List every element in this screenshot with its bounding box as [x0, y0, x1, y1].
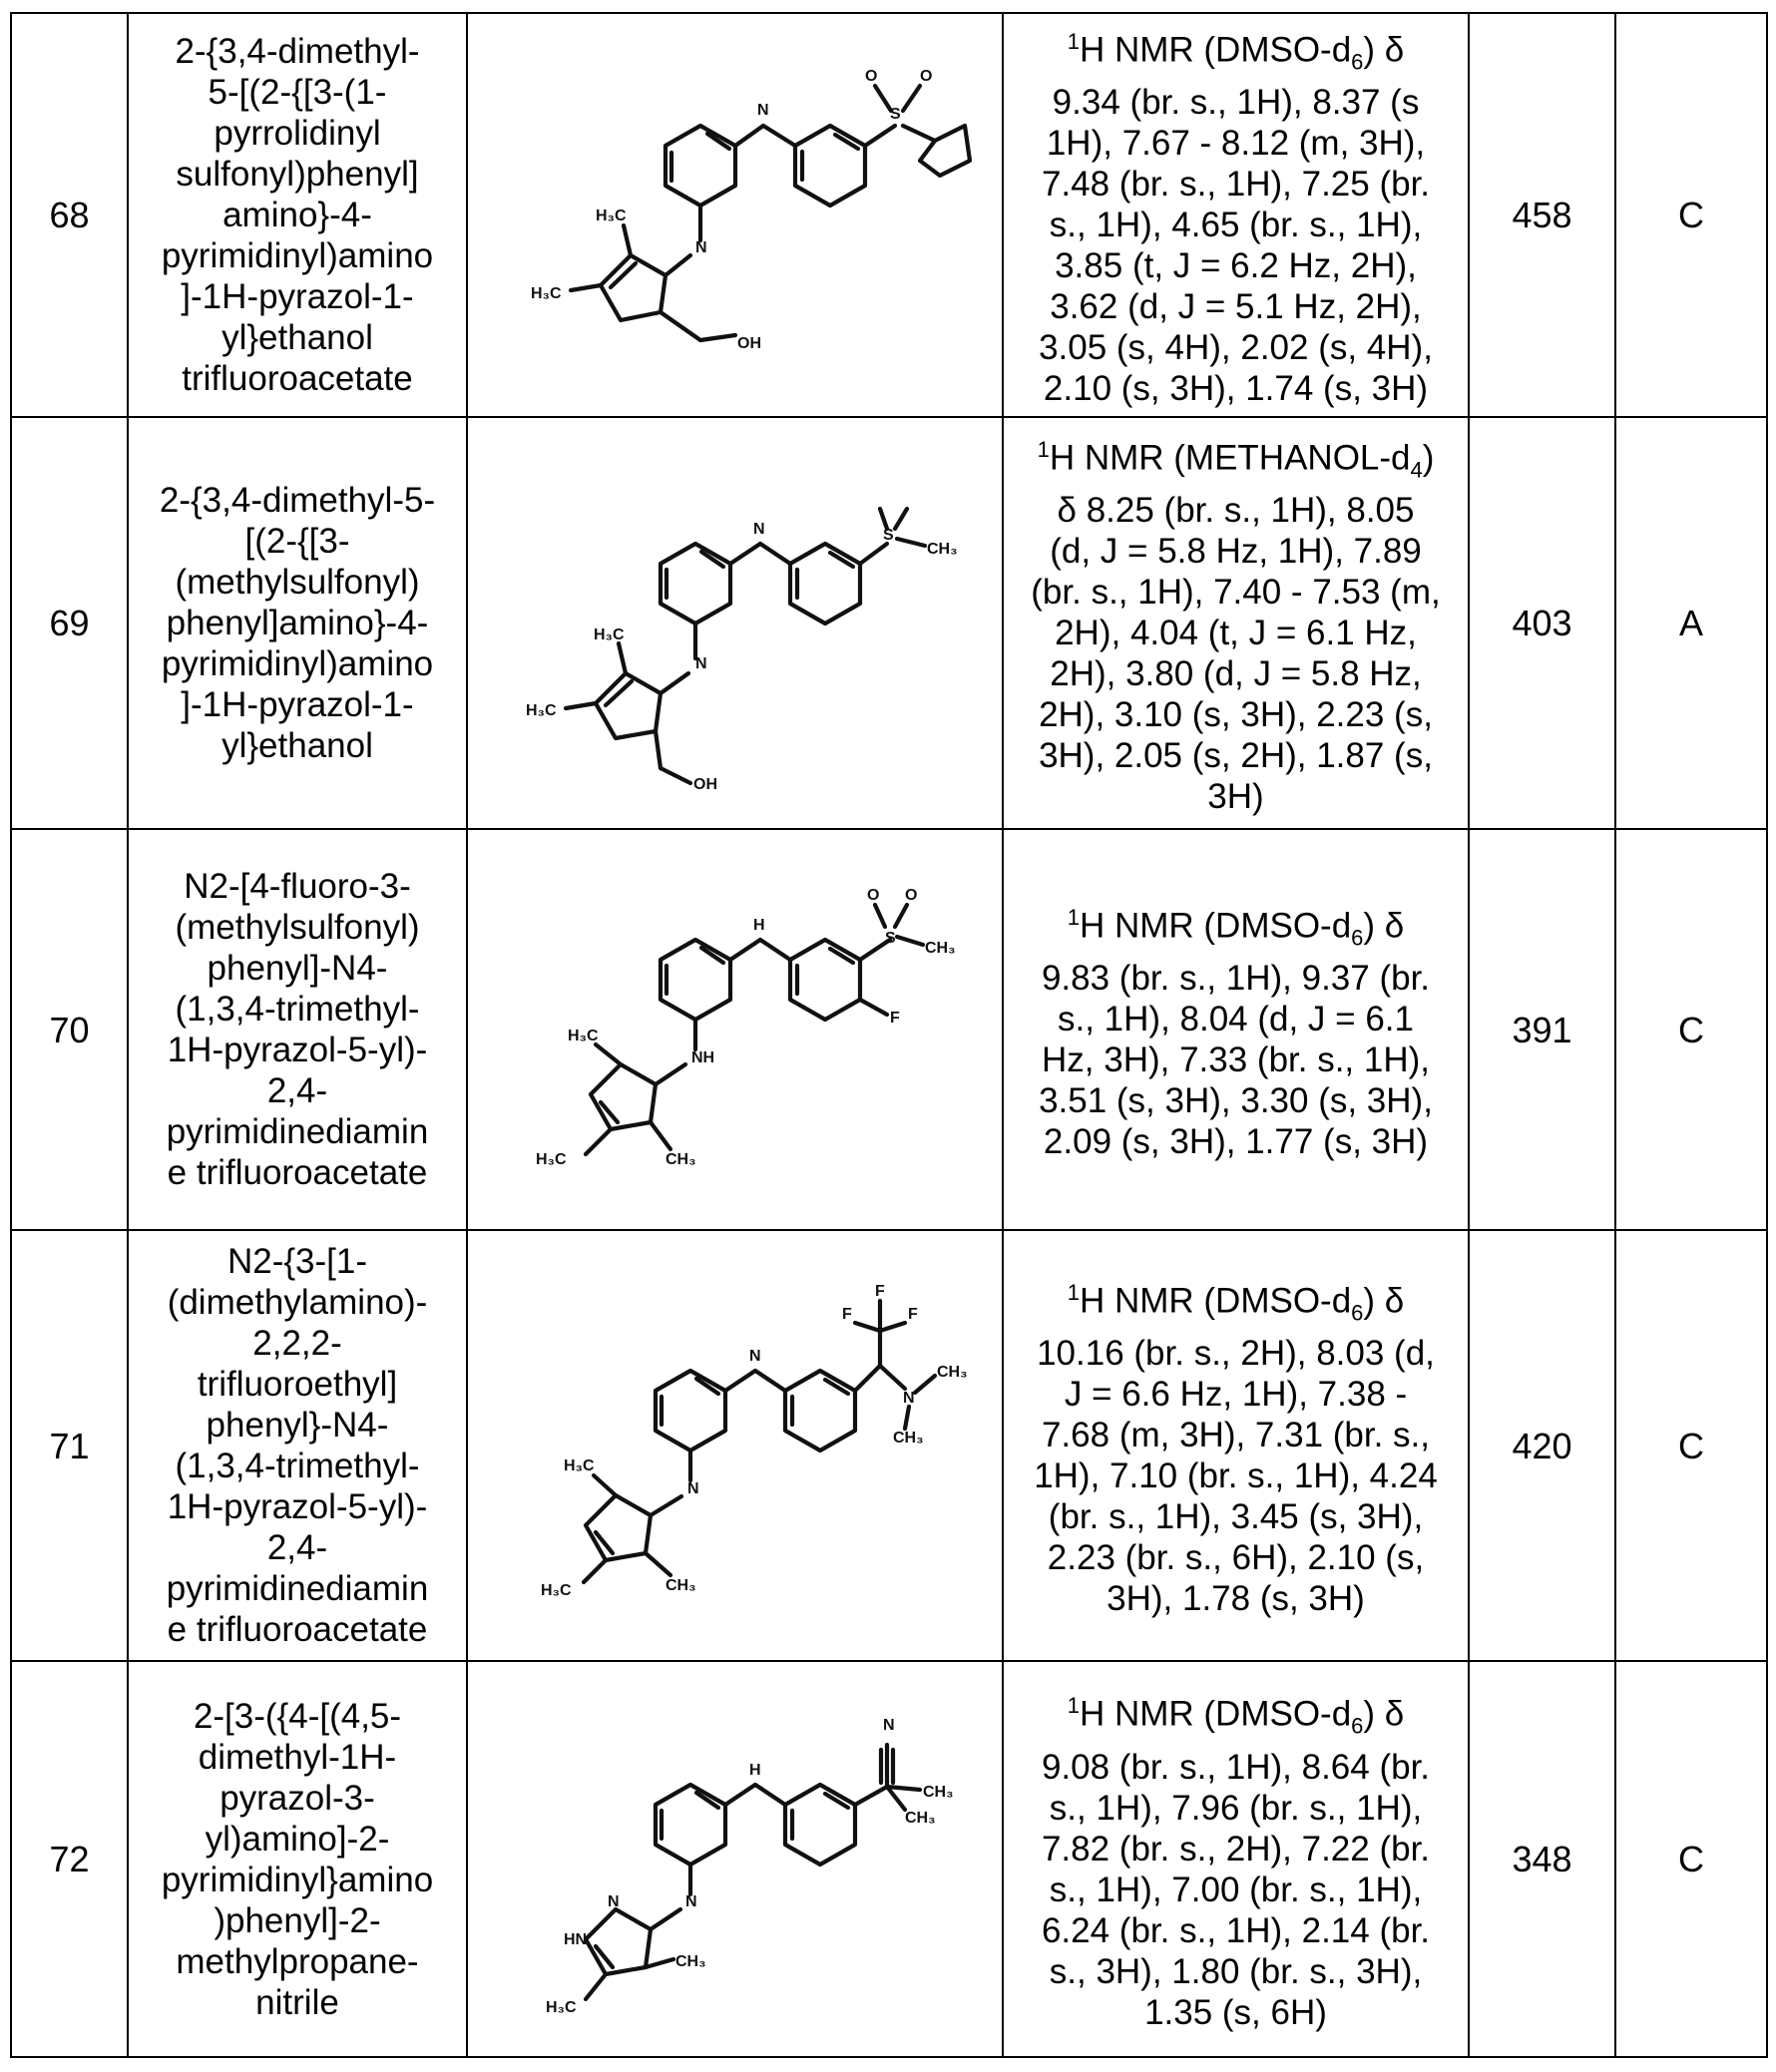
compound-number: 69 [11, 417, 128, 829]
svg-text:HN: HN [564, 1931, 587, 1948]
nmr-data: 1H NMR (METHANOL-d4) δ 8.25 (br. s., 1H), 8.05 (d, J = 5.8 Hz, 1H), 7.89 (br. s., 1H), 7.40 - 7.53 (m, 2H), 4.04 (t, J = 6.1 Hz, 2H), 3.80 (d, J = 5.8 Hz, 2H), 3.10 (s, 3H), 2.23 (s, 3H), 2.05 (s, 2H), 1.87 (s, 3H) [1003, 417, 1469, 829]
mass-value: 458 [1469, 13, 1615, 417]
compound-name: N2-[4-fluoro-3- (methylsulfonyl) phenyl]-N4- (1,3,4-trimethyl- 1H-pyrazol-5-yl)- 2,4- pyrimidinediamin e trifluoroacetate [128, 829, 467, 1230]
svg-text:O: O [867, 887, 879, 904]
svg-text:H₃C: H₃C [541, 1582, 572, 1599]
svg-text:H₃C: H₃C [564, 1457, 595, 1474]
svg-text:H₃C: H₃C [531, 285, 562, 302]
svg-text:N: N [883, 1717, 895, 1734]
compound-number: 71 [11, 1230, 128, 1661]
svg-text:CH₃: CH₃ [937, 1364, 968, 1381]
svg-text:N: N [903, 1390, 915, 1407]
nmr-data: 1H NMR (DMSO-d6) δ 10.16 (br. s., 2H), 8.03 (d, J = 6.6 Hz, 1H), 7.38 - 7.68 (m, 3H), 7.31 (br. s., 1H), 7.10 (br. s., 1H), 4.24 (br. s., 1H), 3.45 (s, 3H), 2.23 (br. s., 6H), 2.10 (s, 3H), 1.78 (s, 3H) [1003, 1230, 1469, 1661]
svg-text:H₃C: H₃C [594, 626, 625, 643]
svg-text:CH₃: CH₃ [666, 1577, 696, 1594]
svg-text:CH₃: CH₃ [905, 1810, 936, 1827]
svg-text:CH₃: CH₃ [925, 940, 956, 957]
nmr-data: 1H NMR (DMSO-d6) δ 9.34 (br. s., 1H), 8.37 (s 1H), 7.67 - 8.12 (m, 3H), 7.48 (br. s., 1H), 7.25 (br. s., 1H), 4.65 (br. s., 1H), 3.85 (t, J = 6.2 Hz, 2H), 3.62 (d, J = 5.1 Hz, 2H), 3.05 (s, 4H), 2.02 (s, 4H), 2.10 (s, 3H), 1.74 (s, 3H) [1003, 13, 1469, 417]
activity-value: C [1615, 13, 1767, 417]
svg-text:H: H [753, 917, 765, 934]
compound-name: N2-{3-[1- (dimethylamino)- 2,2,2- trifluoroethyl] phenyl}-N4- (1,3,4-trimethyl- 1H-pyrazol-5-yl)- 2,4- pyrimidinediamin e trifluoroacetate [128, 1230, 467, 1661]
svg-text:S: S [883, 527, 894, 544]
svg-text:O: O [920, 68, 932, 85]
svg-text:N: N [685, 1893, 697, 1910]
svg-text:F: F [875, 1283, 885, 1300]
svg-text:H₃C: H₃C [596, 207, 627, 224]
svg-text:N: N [695, 655, 707, 672]
mass-value: 403 [1469, 417, 1615, 829]
structure-image [496, 1271, 975, 1620]
svg-text:CH₃: CH₃ [666, 1151, 696, 1168]
svg-text:H₃C: H₃C [526, 702, 557, 719]
compound-name: 2-{3,4-dimethyl- 5-[(2-{[3-(1- pyrrolidinyl sulfonyl)phenyl] amino}-4- pyrimidinyl)amino ]-1H-pyrazol-1- yl}ethanol trifluoroacetate [128, 13, 467, 417]
structure-image [496, 865, 975, 1194]
nmr-data: 1H NMR (DMSO-d6) δ 9.08 (br. s., 1H), 8.64 (br. s., 1H), 7.96 (br. s., 1H), 7.82 (br. s., 2H), 7.22 (br. s., 1H), 7.00 (br. s., 1H), 6.24 (br. s., 1H), 2.14 (br. s., 3H), 1.80 (br. s., 3H), 1.35 (s, 6H) [1003, 1661, 1469, 2057]
table-row [11, 1661, 1767, 2057]
svg-text:CH₃: CH₃ [923, 1784, 954, 1801]
activity-value: C [1615, 1661, 1767, 2057]
structure-image [496, 1695, 975, 2024]
compound-name: 2-{3,4-dimethyl-5- [(2-{[3- (methylsulfonyl) phenyl]amino}-4- pyrimidinyl)amino ]-1H-pyrazol-1- yl}ethanol [128, 417, 467, 829]
svg-text:N: N [757, 102, 769, 119]
compound-name: 2-[3-({4-[(4,5- dimethyl-1H- pyrazol-3- yl)amino]-2- pyrimidinyl}amino )phenyl]-2- methylpropane- nitrile [128, 1661, 467, 2057]
compound-table [10, 12, 1768, 2058]
table-row [11, 829, 1767, 1230]
activity-value: A [1615, 417, 1767, 829]
table-row [11, 13, 1767, 417]
activity-value: C [1615, 829, 1767, 1230]
structure-cell [467, 13, 1003, 417]
svg-text:N: N [753, 521, 765, 538]
structure-image [496, 51, 975, 380]
structure-cell [467, 1661, 1003, 2057]
structure-image [496, 454, 975, 793]
compound-number: 72 [11, 1661, 128, 2057]
svg-text:CH₃: CH₃ [893, 1430, 924, 1447]
svg-text:NH: NH [691, 1049, 714, 1066]
mass-value: 348 [1469, 1661, 1615, 2057]
activity-value: C [1615, 1230, 1767, 1661]
svg-text:CH₃: CH₃ [675, 1953, 706, 1970]
structure-cell [467, 417, 1003, 829]
svg-text:OH: OH [737, 335, 761, 352]
svg-text:H₃C: H₃C [536, 1151, 567, 1168]
svg-text:S: S [885, 930, 896, 947]
mass-value: 391 [1469, 829, 1615, 1230]
mass-value: 420 [1469, 1230, 1615, 1661]
svg-text:O: O [905, 887, 917, 904]
compound-number: 70 [11, 829, 128, 1230]
svg-text:O: O [865, 68, 877, 85]
compound-number: 68 [11, 13, 128, 417]
svg-text:CH₃: CH₃ [927, 541, 958, 558]
svg-text:N: N [687, 1480, 699, 1497]
svg-text:N: N [749, 1348, 761, 1365]
svg-text:H₃C: H₃C [568, 1028, 599, 1044]
table-row [11, 1230, 1767, 1661]
svg-text:S: S [890, 106, 901, 123]
svg-text:N: N [608, 1893, 620, 1910]
table-row [11, 417, 1767, 829]
svg-text:N: N [695, 239, 707, 256]
nmr-data: 1H NMR (DMSO-d6) δ 9.83 (br. s., 1H), 9.37 (br. s., 1H), 8.04 (d, J = 6.1 Hz, 3H), 7.33 (br. s., 1H), 3.51 (s, 3H), 3.30 (s, 3H), 2.09 (s, 3H), 1.77 (s, 3H) [1003, 829, 1469, 1230]
svg-text:F: F [908, 1306, 918, 1323]
svg-text:F: F [890, 1010, 900, 1027]
svg-text:F: F [842, 1306, 852, 1323]
svg-text:OH: OH [693, 776, 717, 793]
svg-text:H: H [749, 1762, 761, 1779]
svg-text:H₃C: H₃C [546, 1999, 577, 2016]
structure-cell [467, 1230, 1003, 1661]
structure-cell [467, 829, 1003, 1230]
